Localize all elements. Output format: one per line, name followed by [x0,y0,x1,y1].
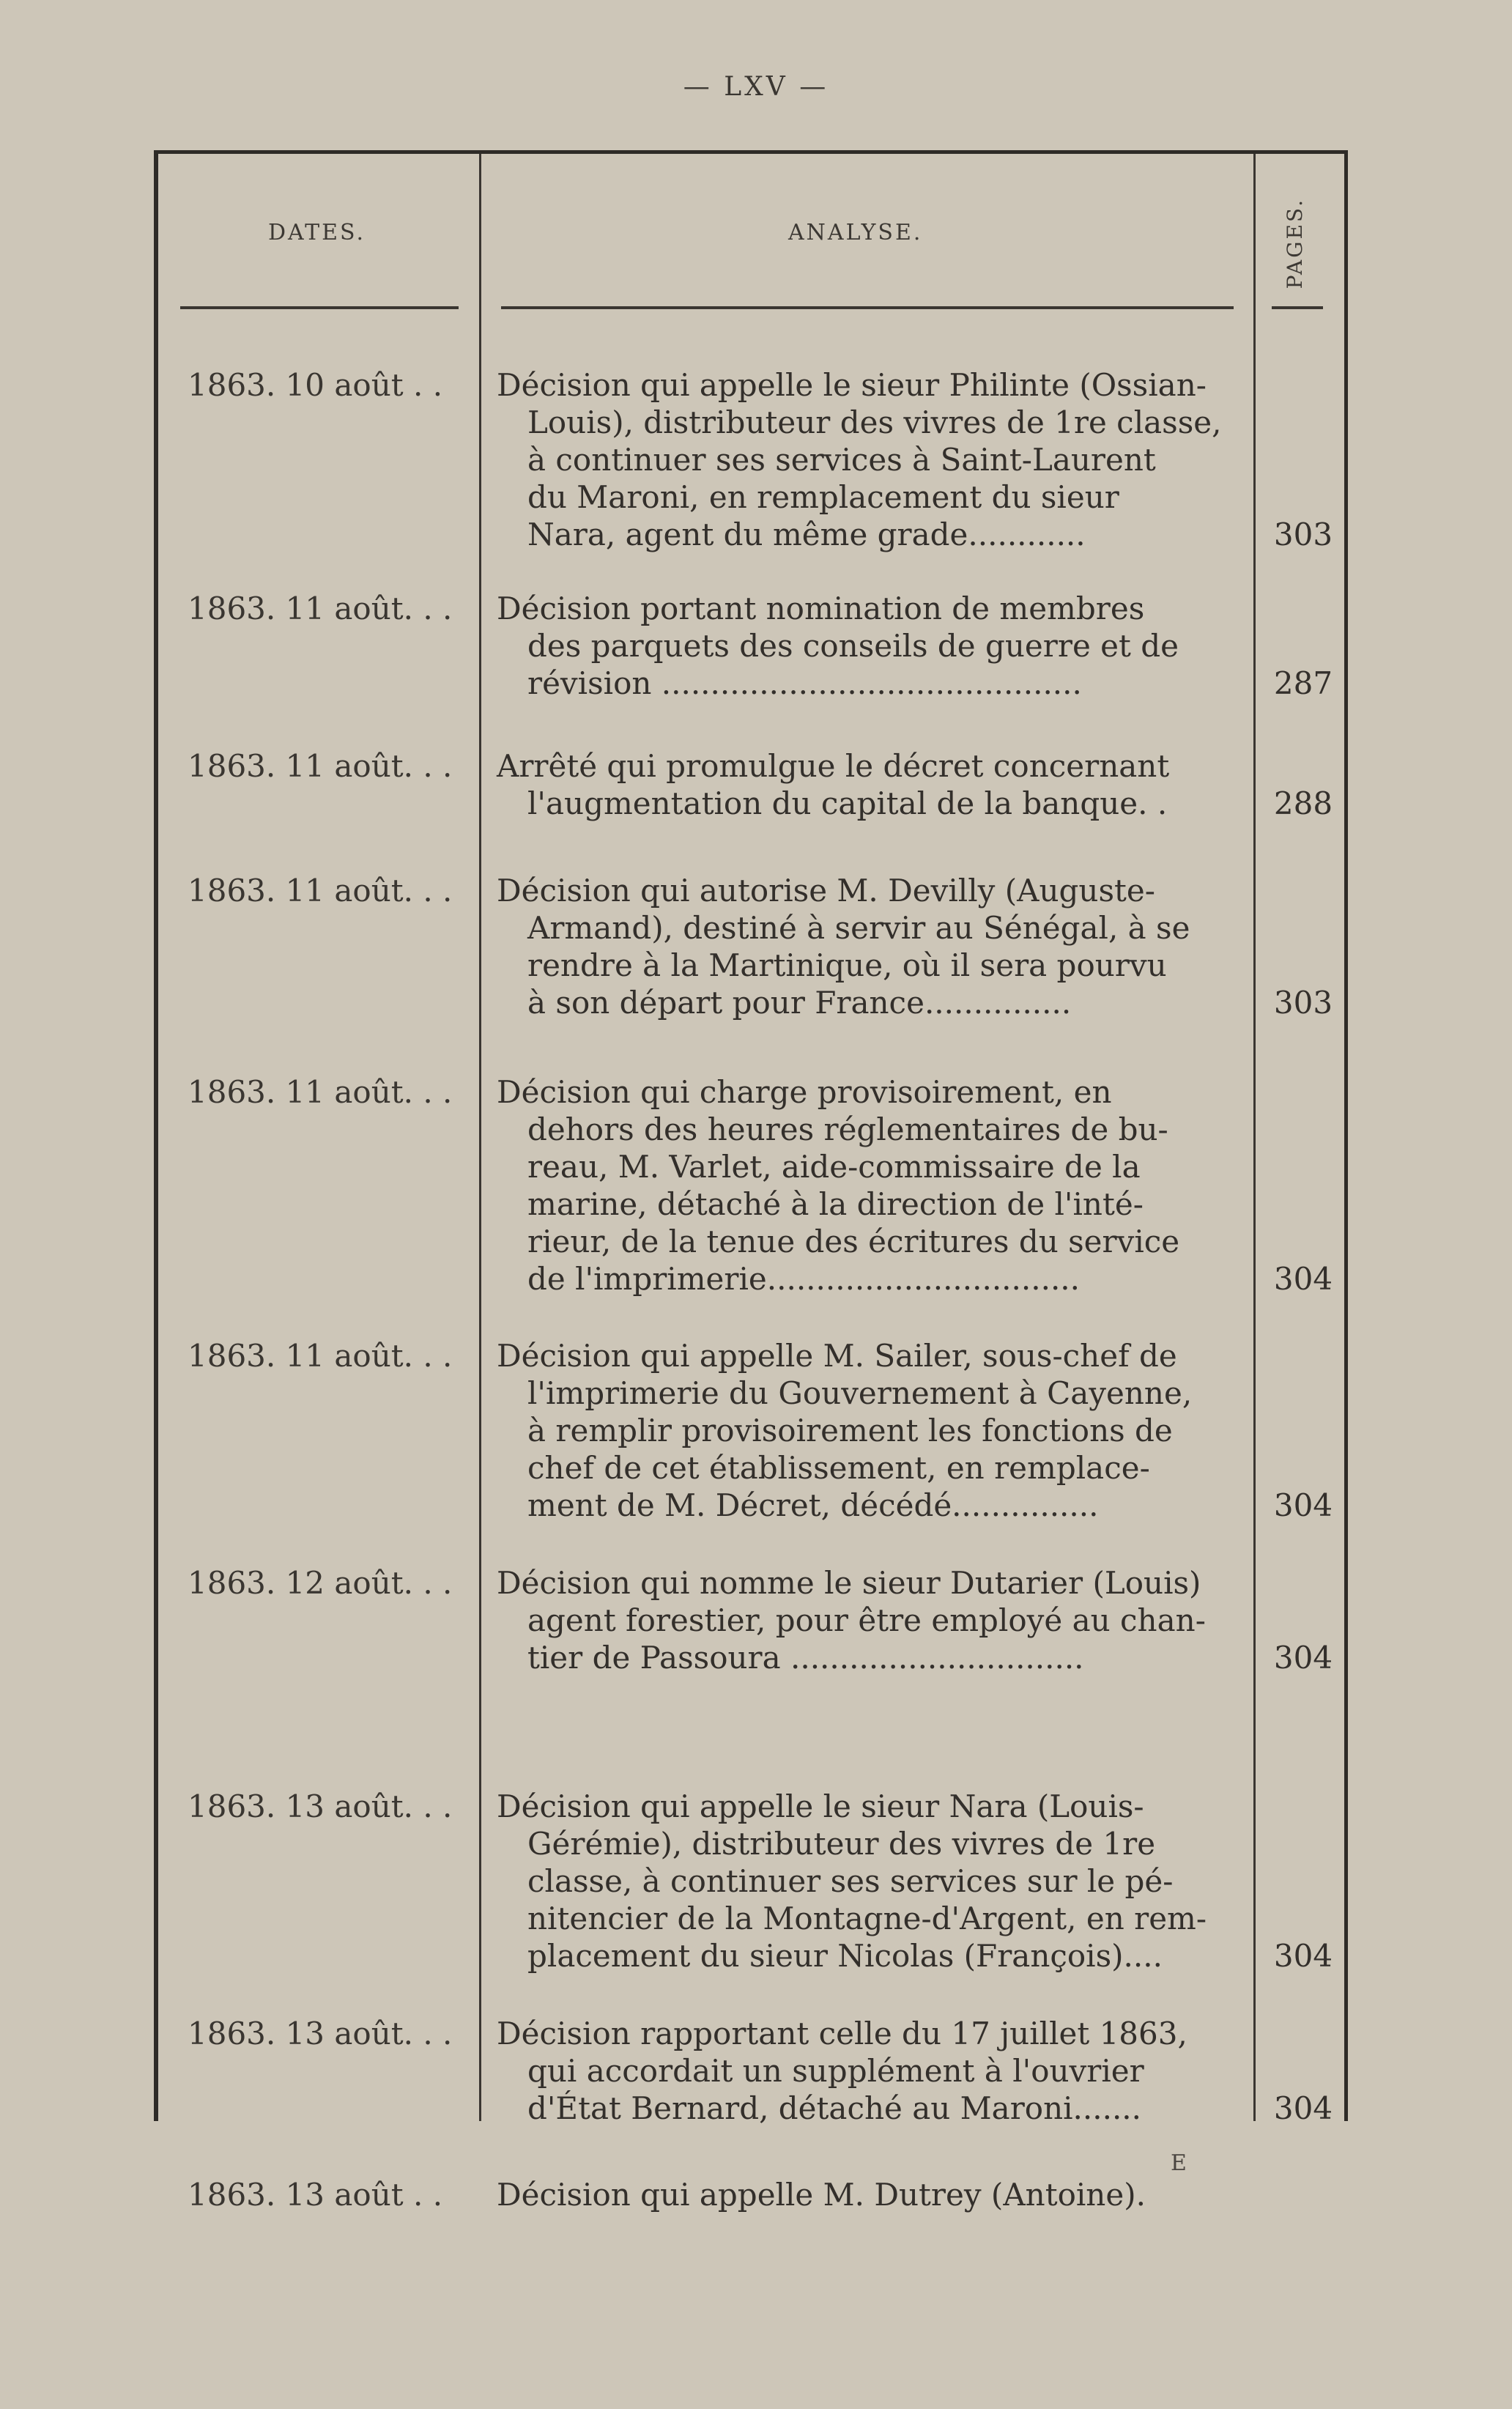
analysis-line: l'augmentation du capital de la banque. . [527,785,1168,821]
table-frame [154,150,1348,2213]
analysis-line: l'imprimerie du Gouvernement à Cayenne, [527,1375,1193,1411]
analysis-line: Arrêté qui promulgue le décret concernant [497,748,1170,784]
entry-date: 1863. 11 août. . . [188,591,453,626]
entry-analysis [497,366,1245,553]
header-analyse: ANALYSE. [788,220,923,245]
analysis-line: marine, détaché à la direction de l'inté- [527,1186,1144,1222]
header-rule [180,306,459,309]
analysis-line: à remplir provisoirement les fonctions de [527,1413,1173,1448]
entry-analysis [497,747,1245,822]
analysis-line: Décision qui appelle le sieur Philinte (Ossian- [497,367,1207,403]
column-separator [1253,154,1256,2121]
analysis-line: Décision qui appelle le sieur Nara (Louis- [497,1788,1144,1824]
entry-page: 288 [1273,785,1333,821]
analysis-line: classe, à continuer ses services sur le pé- [527,1863,1174,1899]
analysis-line: Décision qui appelle M. Sailer, sous-chef de [497,1338,1177,1374]
analysis-line: Gérémie), distributeur des vivres de 1re [527,1826,1156,1862]
header-pages: PAGES. [1283,198,1307,289]
entry-date: 1863. 11 août. . . [188,1338,453,1374]
entry-page: 287 [1273,665,1333,701]
analysis-line: placement du sieur Nicolas (François).... [527,1938,1163,1974]
analysis-line: Décision qui autorise M. Devilly (Auguste- [497,873,1155,909]
analysis-line: ment de M. Décret, décédé............... [527,1487,1099,1523]
analysis-line: rendre à la Martinique, où il sera pourvu [527,947,1167,983]
entry-page: 304 [1273,1261,1333,1297]
analysis-line: tier de Passoura .............................. [527,1640,1084,1676]
analysis-line: Nara, agent du même grade............ [527,517,1086,552]
analysis-line: nitencier de la Montagne-d'Argent, en rem- [527,1901,1207,1936]
entry-analysis [497,2015,1245,2127]
entry-date: 1863. 11 août. . . [188,1074,453,1110]
entry-analysis [497,872,1245,1021]
entry-page: 303 [1273,985,1333,1021]
entry-date: 1863. 13 août . . [188,2177,443,2213]
analysis-line: chef de cet établissement, en remplace- [527,1450,1150,1486]
analysis-line: Décision qui appelle M. Dutrey (Antoine). [497,2177,1146,2213]
analysis-line: dehors des heures réglementaires de bu- [527,1111,1168,1147]
analysis-line: Décision rapportant celle du 17 juillet 1863, [497,2016,1187,2051]
analysis-line: de l'imprimerie................................ [527,1261,1080,1297]
analysis-line: rieur, de la tenue des écritures du service [527,1224,1180,1259]
entry-page: 304 [1273,1487,1333,1523]
analysis-line: Armand), destiné à servir au Sénégal, à se [527,910,1190,946]
entry-analysis [497,1564,1245,1676]
analysis-line: reau, M. Varlet, aide-commissaire de la [527,1149,1141,1185]
entry-date: 1863. 10 août . . [188,367,443,403]
header-rule [1272,306,1323,309]
entry-page: 304 [1273,2090,1333,2126]
entry-analysis [497,590,1245,702]
entry-date: 1863. 13 août. . . [188,1788,453,1824]
analysis-line: révision ........................................... [527,665,1082,701]
entry-page: 304 [1273,1938,1333,1974]
analysis-line: agent forestier, pour être employé au chan- [527,1602,1206,1638]
column-separator [479,154,481,2121]
entry-analysis [497,1788,1245,1975]
entry-date: 1863. 11 août. . . [188,873,453,909]
entry-analysis [497,1337,1245,1524]
entry-date: 1863. 13 août. . . [188,2016,453,2051]
signature-mark: E [1171,2150,1187,2176]
analysis-line: du Maroni, en remplacement du sieur [527,479,1119,515]
header-dates: DATES. [268,220,366,245]
entry-date: 1863. 11 août. . . [188,748,453,784]
entry-page: 304 [1273,1640,1333,1676]
analysis-line: Décision qui nomme le sieur Dutarier (Louis) [497,1565,1201,1601]
entry-page: 303 [1273,517,1333,552]
analysis-line: Décision qui charge provisoirement, en [497,1074,1112,1110]
page-number: — LXV — [683,72,829,102]
entry-analysis [497,1073,1245,1298]
analysis-line: Louis), distributeur des vivres de 1re classe, [527,404,1222,440]
analysis-line: à continuer ses services à Saint-Laurent [527,442,1156,478]
entry-date: 1863. 12 août. . . [188,1565,453,1601]
entry-analysis [497,2176,1245,2213]
analysis-line: à son départ pour France............... [527,985,1072,1021]
analysis-line: des parquets des conseils de guerre et de [527,628,1179,664]
analysis-line: qui accordait un supplément à l'ouvrier [527,2053,1144,2089]
header-rule [501,306,1234,309]
analysis-line: Décision portant nomination de membres [497,591,1145,626]
analysis-line: d'État Bernard, détaché au Maroni....... [527,2090,1142,2126]
